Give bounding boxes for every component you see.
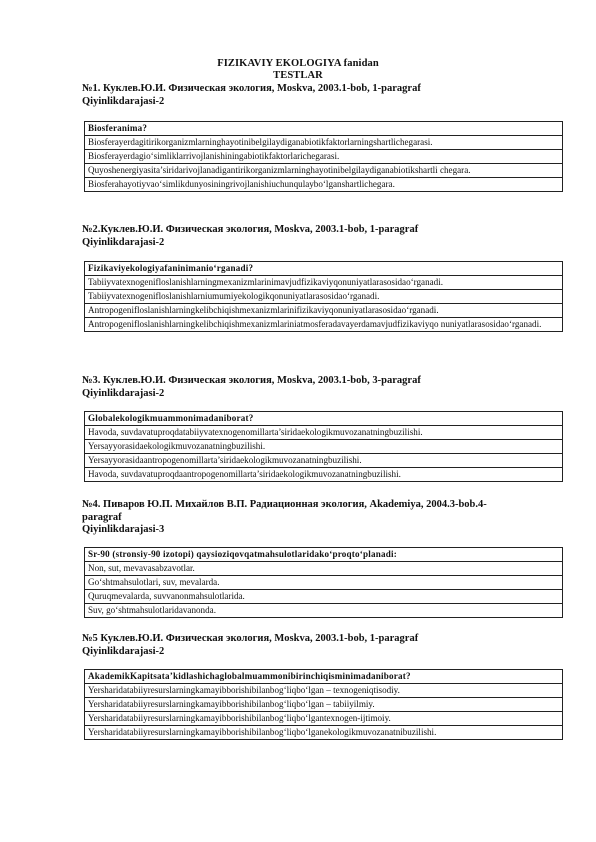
- question-2-text: Fizikaviyekologiyafaninimanio‘rganadi?: [85, 262, 563, 276]
- question-4-difficulty: Qiyinlikdarajasi-3: [82, 524, 165, 535]
- question-4-table: [84, 547, 563, 618]
- table-row: [85, 290, 563, 304]
- question-4-header: [82, 499, 552, 537]
- question-1-source: №1. Куклев.Ю.И. Физическая экология, Moskva, 2003.1-bob, 1-paragraf: [82, 83, 421, 94]
- question-4-source: №4. Пиваров Ю.П. Михайлов В.П. Радиационная экология, Akademiya, 2004.3-bob.4-: [82, 499, 487, 510]
- table-row: [85, 318, 563, 332]
- question-5-option-3: Yersharidatabiiyresurslarningkamayibborishibilanbog‘liqbo‘lgantexnogen-ijtimoiy.: [85, 712, 563, 726]
- table-row: [85, 604, 563, 618]
- question-2-option-1: Tabiiyvatexnogenifloslanishlarningmexanizmlarinimavjudfizikaviyqonuniyatlarasosidao‘rganadi.: [85, 276, 563, 290]
- table-row: [85, 670, 563, 684]
- document-title: FIZIKAVIY EKOLOGIYA fanidan: [217, 58, 379, 69]
- question-1-text: Biosferanima?: [85, 122, 563, 136]
- question-3-difficulty: Qiyinlikdarajasi-2: [82, 387, 165, 399]
- question-2-source: №2.Куклев.Ю.И. Физическая экология, Moskva, 2003.1-bob, 1-paragraf: [82, 224, 419, 235]
- question-5-option-1: Yersharidatabiiyresurslarningkamayibborishibilanbog‘liqbo‘lgan – texnogeniqtisodiy.: [85, 684, 563, 698]
- question-3-option-2: Yersayyorasidaekologikmuvozanatningbuzilishi.: [85, 440, 563, 454]
- table-row: [85, 304, 563, 318]
- table-row: [85, 426, 563, 440]
- question-3-header: [82, 375, 552, 400]
- table-row: [85, 178, 563, 192]
- question-1-option-3: Quyoshenergiyasita’siridarivojlanadigantirikorganizmlarninghayotinibelgilaydiganabiotikshartli chegara.: [85, 164, 563, 178]
- question-5-option-2: Yersharidatabiiyresurslarningkamayibborishibilanbog‘liqbo‘lgan – tabiiyilmiy.: [85, 698, 563, 712]
- table-row: [85, 440, 563, 454]
- table-row: [85, 712, 563, 726]
- question-3-option-4: Havoda, suvdavatuproqdaantropogenomillarta’siridaekologikmuvozanatningbuzilishi.: [85, 468, 563, 482]
- table-row: [85, 548, 563, 562]
- table-row: [85, 468, 563, 482]
- question-2-header: [82, 224, 552, 249]
- question-4-option-4: Suv, go‘shtmahsulotlaridavanonda.: [85, 604, 563, 618]
- question-5-table: [84, 669, 563, 740]
- question-5-source: №5 Куклев.Ю.И. Физическая экология, Moskva, 2003.1-bob, 1-paragraf: [82, 633, 419, 644]
- table-row: [85, 726, 563, 740]
- question-1-option-4: Biosferahayotiyvao‘simlikdunyosiningrivojlanishiuchunqulaybo‘lganshartlichegara.: [85, 178, 563, 192]
- question-5-option-4: Yersharidatabiiyresurslarningkamayibborishibilanbog‘liqbo‘lganekologikmuvozanatnibuzilishi.: [85, 726, 563, 740]
- table-row: [85, 150, 563, 164]
- table-row: [85, 562, 563, 576]
- question-1-option-1: Biosferayerdagitirikorganizmlarninghayotinibelgilaydiganabiotikfaktorlarningshartlichegarasi.: [85, 136, 563, 150]
- question-3-option-1: Havoda, suvdavatuproqdatabiiyvatexnogenomillarta’siridaekologikmuvozanatningbuzilishi.: [85, 426, 563, 440]
- table-row: [85, 590, 563, 604]
- table-row: [85, 412, 563, 426]
- question-4-option-1: Non, sut, mevavasabzavotlar.: [85, 562, 563, 576]
- question-3-option-3: Yersayyorasidaantropogenomillarta’siridaekologikmuvozanatningbuzilishi.: [85, 454, 563, 468]
- table-row: [85, 136, 563, 150]
- question-2-option-3: Antropogenifloslanishlarningkelibchiqishmexanizmlarinifizikaviyqonuniyatlarasosidao‘rganadi.: [85, 304, 563, 318]
- question-1-header: [82, 83, 552, 108]
- question-1-table: [84, 121, 563, 192]
- document-subtitle: TESTLAR: [273, 70, 323, 81]
- table-row: [85, 164, 563, 178]
- table-row: [85, 698, 563, 712]
- table-row: [85, 454, 563, 468]
- question-2-option-2: Tabiiyvatexnogenifloslanishlarniumumiyekologikqonuniyatlarasosidao‘rganadi.: [85, 290, 563, 304]
- question-5-difficulty: Qiyinlikdarajasi-2: [82, 645, 165, 657]
- question-1-difficulty: Qiyinlikdarajasi-2: [82, 95, 165, 107]
- table-row: [85, 276, 563, 290]
- question-1-option-2: Biosferayerdagio‘simliklarrivojlanishiningabiotikfaktorlarichegarasi.: [85, 150, 563, 164]
- question-2-option-4: Antropogenifloslanishlarningkelibchiqishmexanizmlariniatmosferadavayerdamavjudfizikaviyqo nuniyatlarasosidao‘rganadi.: [85, 318, 563, 332]
- question-5-text: AkademikKapitsata’kidlashichaglobalmuammonibirinchiqisminimadaniborat?: [85, 670, 563, 684]
- table-row: [85, 684, 563, 698]
- question-4-option-2: Go‘shtmahsulotlari, suv, mevalarda.: [85, 576, 563, 590]
- table-row: [85, 122, 563, 136]
- question-3-source: №3. Куклев.Ю.И. Физическая экология, Moskva, 2003.1-bob, 3-paragraf: [82, 375, 421, 386]
- question-3-text: Globalekologikmuammonimadaniborat?: [85, 412, 563, 426]
- question-3-table: [84, 411, 563, 482]
- question-4-text: Sr-90 (stronsiy-90 izotopi) qaysioziqovqatmahsulotlaridako‘proqto‘planadi:: [85, 548, 563, 562]
- question-4-option-3: Quruqmevalarda, suvvanonmahsulotlarida.: [85, 590, 563, 604]
- question-4-source-continued: paragraf: [82, 511, 122, 523]
- table-row: [85, 576, 563, 590]
- question-5-header: [82, 633, 552, 658]
- question-2-table: [84, 261, 563, 332]
- question-2-difficulty: Qiyinlikdarajasi-2: [82, 236, 165, 248]
- table-row: [85, 262, 563, 276]
